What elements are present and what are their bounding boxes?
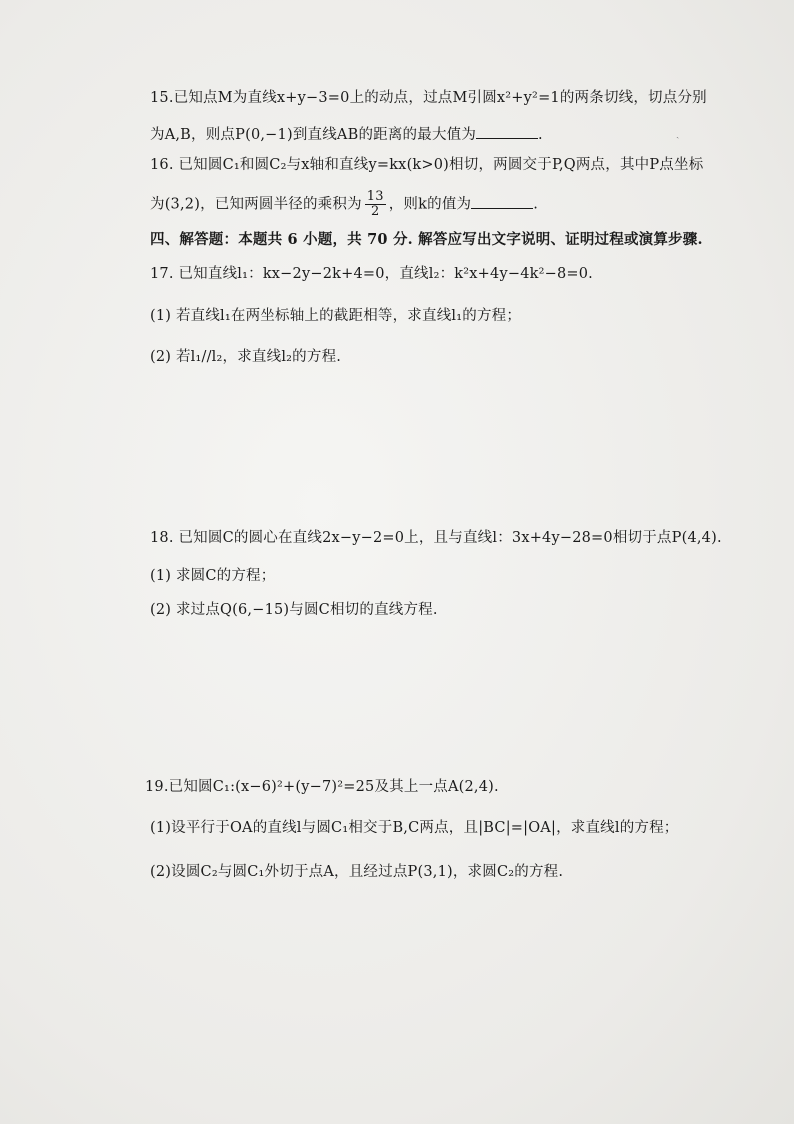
q18-part1: (1) 求圆C的方程；: [150, 568, 276, 584]
q17-stem: 17. 已知直线l₁：kx−2y−2k+4=0，直线l₂：k²x+4y−4k²−8=0.: [150, 266, 593, 282]
q17-part2: (2) 若l₁//l₂，求直线l₂的方程.: [150, 349, 342, 365]
q19-part2: (2)设圆C₂与圆C₁外切于点A，且经过点P(3,1)，求圆C₂的方程.: [150, 864, 564, 880]
q17-part1: (1) 若直线l₁在两坐标轴上的截距相等，求直线l₁的方程；: [150, 308, 522, 324]
q16-fraction: [365, 190, 386, 219]
q15-line2-text: 为A,B，则点P(0,−1)到直线AB的距离的最大值为: [150, 127, 477, 143]
q19-part1: (1)设平行于OA的直线l与圆C₁相交于B,C两点，且|BC|=|OA|，求直线l的方程；: [150, 820, 679, 836]
q18-stem: 18. 已知圆C的圆心在直线2x−y−2=0上，且与直线l：3x+4y−28=0相切于点P(4,4).: [150, 530, 722, 546]
q16-line2-mid: ，则k的值为: [388, 196, 472, 213]
q16-answer-blank: [471, 194, 533, 209]
q15-line2: [150, 124, 543, 145]
q18-part2: (2) 求过点Q(6,−15)与圆C相切的直线方程.: [150, 602, 438, 618]
q16-line2-end: .: [533, 196, 539, 213]
q15-line2-end: .: [538, 127, 543, 143]
q15-line1: 15.已知点M为直线x+y−3=0上的动点，过点M引圆x²+y²=1的两条切线，切点分别: [150, 90, 707, 106]
q16-frac-den: 2: [371, 204, 380, 219]
q16-line2-text: 为(3,2)，已知两圆半径的乘积为: [150, 196, 362, 213]
section-4-heading: 四、解答题：本题共 6 小题，共 70 分. 解答应写出文字说明、证明过程或演算步骤.: [150, 231, 703, 248]
page-mark: ˏ: [676, 128, 680, 139]
q16-line1: 16. 已知圆C₁和圆C₂与x轴和直线y=kx(k>0)相切，两圆交于P,Q两点，其中P点坐标: [150, 157, 704, 173]
q16-line2: [150, 190, 538, 219]
q16-frac-num: 13: [366, 189, 384, 204]
q19-stem: 19.已知圆C₁:(x−6)²+(y−7)²=25及其上一点A(2,4).: [145, 779, 499, 795]
q15-answer-blank: [476, 124, 538, 139]
